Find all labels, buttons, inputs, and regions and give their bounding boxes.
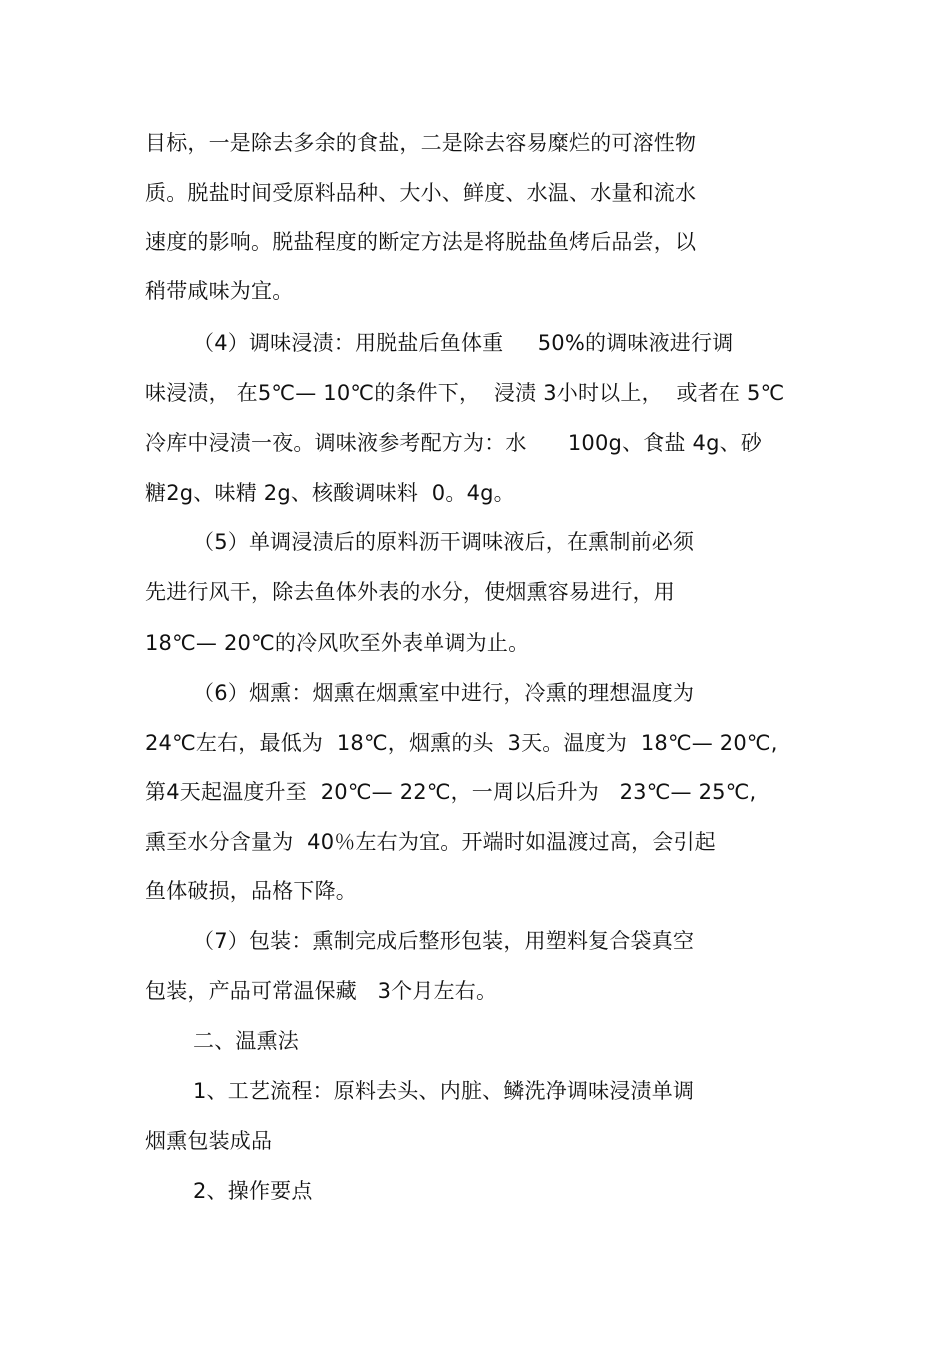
paragraph-line: 质。脱盐时间受原料品种、大小、鲜度、水温、水量和流水	[145, 181, 697, 205]
paragraph-line: 稍带咸味为宜。	[145, 279, 294, 303]
paragraph-line: 1、工艺流程：原料去头、内脏、鳞洗净调味浸渍单调	[193, 1079, 695, 1103]
paragraph-line: （7）包装：熏制完成后整形包装，用塑料复合袋真空	[193, 929, 695, 953]
paragraph-line: 味浸渍， 在5℃— 10℃的条件下， 浸渍 3小时以上， 或者在 5℃	[145, 381, 785, 405]
paragraph-line: （4）调味浸渍：用脱盐后鱼体重 50%的调味液进行调	[193, 331, 734, 355]
paragraph-line: （6）烟熏：烟熏在烟熏室中进行，冷熏的理想温度为	[193, 681, 695, 705]
paragraph-line: 糖2g、味精 2g、核酸调味料 0。4g。	[145, 481, 515, 505]
paragraph-line: 速度的影响。脱盐程度的断定方法是将脱盐鱼烤后品尝，以	[145, 230, 697, 254]
paragraph-line: 包装，产品可常温保藏 3个月左右。	[145, 979, 498, 1003]
paragraph-line: 冷库中浸渍一夜。调味液参考配方为：水 100g、食盐 4g、砂	[145, 431, 763, 455]
paragraph-line: 18℃— 20℃的冷风吹至外表单调为止。	[145, 631, 530, 655]
section-heading: 二、温熏法	[193, 1029, 299, 1053]
paragraph-line: 目标，一是除去多余的食盐，二是除去容易糜烂的可溶性物	[145, 131, 697, 155]
paragraph-line: 第4天起温度升至 20℃— 22℃，一周以后升为 23℃— 25℃,	[145, 780, 757, 804]
paragraph-line: 熏至水分含量为 40％左右为宜。开端时如温渡过高，会引起	[145, 830, 716, 854]
paragraph-line: 24℃左右，最低为 18℃，烟熏的头 3天。温度为 18℃— 20℃,	[145, 731, 778, 755]
paragraph-line: 烟熏包装成品	[145, 1129, 273, 1153]
paragraph-line: 鱼体破损，品格下降。	[145, 879, 357, 903]
paragraph-line: 先进行风干，除去鱼体外表的水分，使烟熏容易进行，用	[145, 580, 675, 604]
paragraph-line: （5）单调浸渍后的原料沥干调味液后，在熏制前必须	[193, 530, 695, 554]
subsection-heading: 2、操作要点	[193, 1179, 313, 1203]
